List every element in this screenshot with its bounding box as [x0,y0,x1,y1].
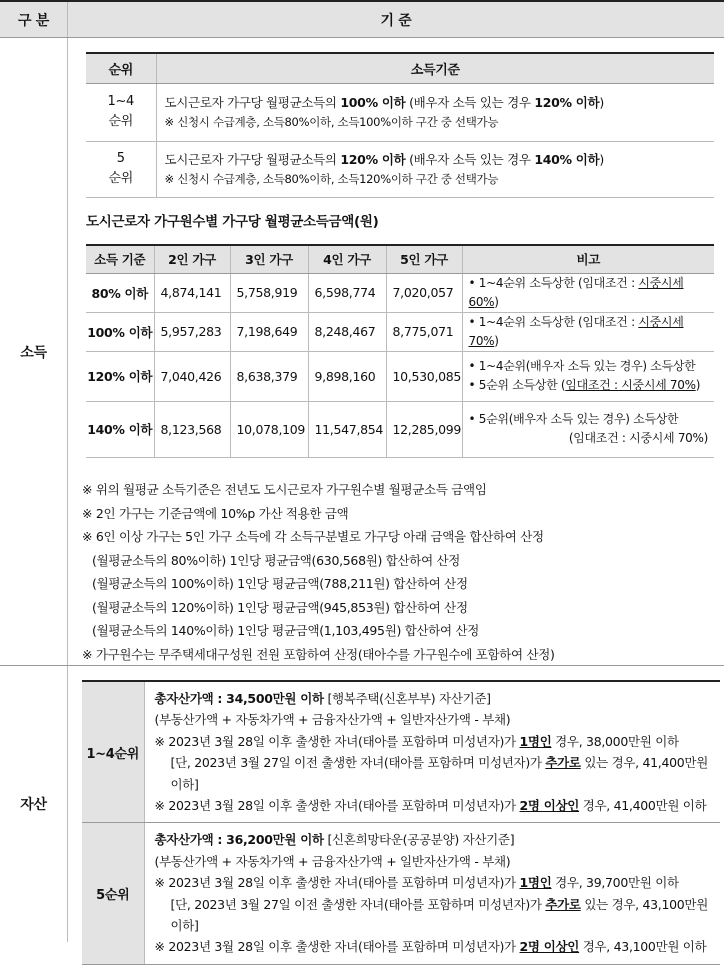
income-section [0,38,724,666]
note-line: ※ 위의 월평균 소득기준은 전년도 도시근로자 가구원수별 월평균소득 금액임 [82,482,487,497]
rank-criteria-table [86,52,714,198]
remark-cell: • 1~4순위 소득상한 (임대조건 : 시중시세 70%) [462,312,714,351]
header-category: 구 분 [0,2,68,37]
asset-rank-cell: 1~4순위 [82,681,144,823]
criteria-cell: 도시근로자 가구당 월평균소득의 120% 이하 (배우자 소득 있는 경우 140% 이하) ※ 신청시 수급계층, 소득80%이하, 소득120%이하 구간 중 선택가능 [156,141,714,197]
income-body [68,38,724,665]
table-row: 80% 이하 4,874,141 5,758,919 6,598,774 7,020,057 • 1~4순위 소득상한 (임대조건 : 시중시세 60%) [86,273,714,312]
table-row: 100% 이하 5,957,283 7,198,649 8,248,467 8,775,071 • 1~4순위 소득상한 (임대조건 : 시중시세 70%) [86,312,714,351]
remark-cell: • 5순위(배우자 소득 있는 경우) 소득상한 (임대조건 : 시중시세 70%) [462,401,714,457]
asset-criteria-cell: 총자산가액 : 36,200만원 이하 [신혼희망타운(공공분양) 자산기준] (부동산가액 + 자동차가액 + 금융자산가액 + 일반자산가액 - 부채) ※ 2023년 3월 28일 이후 출생한 자녀(태아를 포함하며 미성년자)가 1명인 경우, 39,700만원 이하 [단, 2023년 3월 27일 이전 출생한 자녀(태아를 포함하며 미성년자)가 추가로 있는 경우, 43,100만원 이하] ※ 2023년 3월 28일 이후 출생한 자녀(태아를 포함하며 미성년자)가 2명 이상인 경우, 43,100만원 이하 [144,823,720,964]
remark-cell: • 1~4순위 소득상한 (임대조건 : 시중시세 60%) [462,273,714,312]
asset-rank-cell: 5순위 [82,823,144,964]
table-row: 120% 이하 7,040,426 8,638,379 9,898,160 10,530,085 • 1~4순위(배우자 소득 있는 경우) 소득상한 • 5순위 소득상한 (임대조건 : 시중시세 70%) [86,351,714,401]
header-criteria: 기 준 [380,12,412,29]
rank-cell: 1~4 순위 [86,83,156,141]
criteria-cell: 도시근로자 가구당 월평균소득의 100% 이하 (배우자 소득 있는 경우 120% 이하) ※ 신청시 수급계층, 소득80%이하, 소득100%이하 구간 중 선택가능 [156,83,714,141]
table-row: 140% 이하 8,123,568 10,078,109 11,547,854 12,285,099 • 5순위(배우자 소득 있는 경우) 소득상한 (임대조건 : 시중시세 70%) [86,401,714,457]
criteria-note: ※ 신청시 수급계층, 소득80%이하, 소득120%이하 구간 중 선택가능 [164,172,499,186]
asset-criteria-table [82,680,720,965]
col-header: 5인 가구 [386,245,462,273]
note-line: ※ 가구원수는 무주택세대구성원 전원 포함하여 산정(태아수를 가구원수에 포함하여 산정) [82,646,555,662]
col-header: 3인 가구 [230,245,308,273]
asset-body [68,666,724,955]
note-line: (월평균소득의 120%이하) 1인당 평균금액(945,853원) 합산하여 산정 [92,599,468,615]
table-header [0,2,724,38]
note-line: (월평균소득의 100%이하) 1인당 평균금액(788,211원) 합산하여 산정 [92,576,468,591]
col-header: 2인 가구 [154,245,230,273]
table-header-row [86,245,714,273]
table-row [86,83,714,141]
criteria-note: ※ 신청시 수급계층, 소득80%이하, 소득100%이하 구간 중 선택가능 [164,115,499,129]
amount-table-title: 도시근로자 가구원수별 가구당 월평균소득금액(원) [86,214,379,230]
criteria-header: 소득기준 [156,53,714,83]
col-header: 4인 가구 [308,245,386,273]
income-amount-table [86,244,714,458]
table-row [82,823,720,964]
rank-header: 순위 [86,53,156,83]
asset-section [0,666,724,955]
col-header: 비고 [462,245,714,273]
remark-cell: • 1~4순위(배우자 소득 있는 경우) 소득상한 • 5순위 소득상한 (임대조건 : 시중시세 70%) [462,351,714,401]
rank-cell: 5 순위 [86,141,156,197]
note-line: (월평균소득의 80%이하) 1인당 평균금액(630,568원) 합산하여 산정 [92,552,461,568]
note-line: ※ 6인 이상 가구는 5인 가구 소득에 각 소득구분별로 가구당 아래 금액을 합산하여 산정 [82,529,544,544]
asset-criteria-cell: 총자산가액 : 34,500만원 이하 [행복주택(신혼부부) 자산기준] (부동산가액 + 자동차가액 + 금융자산가액 + 일반자산가액 - 부채) ※ 2023년 3월 28일 이후 출생한 자녀(태아를 포함하며 미성년자)가 1명인 경우, 38,000만원 이하 [단, 2023년 3월 27일 이전 출생한 자녀(태아를 포함하며 미성년자)가 추가로 있는 경우, 41,400만원 이하] ※ 2023년 3월 28일 이후 출생한 자녀(태아를 포함하며 미성년자)가 2명 이상인 경우, 41,400만원 이하 [144,681,720,823]
note-line: ※ 2인 가구는 기준금액에 10%p 가산 적용한 금액 [82,505,349,521]
table-row [86,141,714,197]
income-label: 소득 [0,38,68,665]
note-line: (월평균소득의 140%이하) 1인당 평균금액(1,103,495원) 합산하여 산정 [92,623,480,638]
table-header-row [86,53,714,83]
income-notes [82,478,555,666]
table-row [82,681,720,823]
col-header: 소득 기준 [86,245,154,273]
asset-label: 자산 [0,666,68,942]
